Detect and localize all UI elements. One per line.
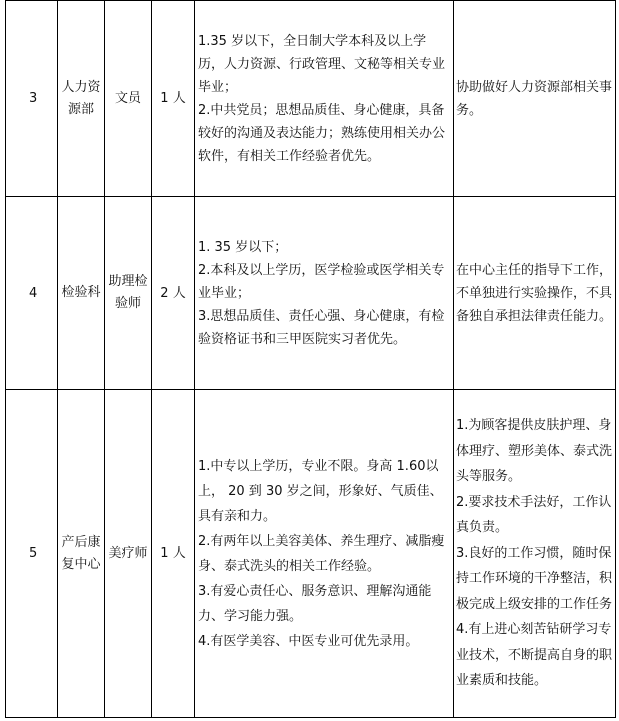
headcount-cell: 2 人 — [152, 197, 195, 390]
requirement-item: 1. 35 岁以下； — [198, 239, 288, 255]
position-cell — [105, 197, 152, 390]
department-line: 检验科 — [61, 285, 101, 300]
table-row — [6, 1, 616, 197]
requirement-item: 2.中共党员；思想品质佳、身心健康，具备较好的沟通及表达能力；熟练使用相关办公软件，有相关工作经验者优先。 — [198, 102, 446, 164]
requirement-item: 3.有爱心责任心、服务意识、理解沟通能力、学习能力强。 — [198, 583, 432, 624]
requirement-item: 2.有两年以上美容美体、养生理疗、减脂瘦身、泰式洗头的相关工作经验。 — [198, 533, 445, 574]
department-line: 人力资 — [61, 79, 101, 95]
requirement-item: 2.本科及以上学历，医学检验或医学相关专业毕业； — [198, 262, 445, 301]
position-cell — [105, 1, 152, 197]
department-line: 复中心 — [61, 556, 101, 572]
duty-item: 协助做好人力资源部相关事务。 — [456, 79, 613, 118]
recruitment-table — [5, 0, 616, 718]
duty-item: 3.良好的工作习惯，随时保持工作环境的干净整洁，积极完成上级安排的工作任务 — [456, 545, 613, 612]
table-row — [6, 390, 616, 718]
department-line: 源部 — [67, 101, 94, 117]
row-number: 3 — [6, 1, 58, 197]
row-number: 5 — [6, 390, 58, 718]
requirements-cell — [195, 390, 454, 718]
headcount-cell: 1 人 — [152, 1, 195, 197]
duty-item: 4.有上进心刻苦钻研学习专业技术，不断提高自身的职业素质和技能。 — [456, 622, 613, 689]
department-cell — [58, 1, 105, 197]
duties-cell — [454, 1, 616, 197]
position-cell — [105, 390, 152, 718]
requirement-item: 1.35 岁以下，全日制大学本科及以上学历，人力资源、行政管理、文秘等相关专业毕业； — [198, 33, 446, 95]
requirement-item: 3.思想品质佳、责任心强、身心健康，有检验资格证书和三甲医院实习者优先。 — [198, 308, 445, 347]
duties-cell — [454, 197, 616, 390]
requirements-cell — [195, 197, 454, 390]
duties-cell — [454, 390, 616, 718]
duty-item: 1.为顾客提供皮肤护理、身体理疗、塑形美体、泰式洗头等服务。 — [456, 418, 613, 485]
row-number: 4 — [6, 197, 58, 390]
requirement-item: 1.中专以上学历，专业不限。身高 1.60以上， 20 到 30 岁之间，形象好、气质佳、具有亲和力。 — [198, 458, 443, 524]
table-row — [6, 197, 616, 390]
requirement-item: 4.有医学美容、中医专业可优先录用。 — [198, 633, 419, 649]
position-line: 验师 — [114, 296, 141, 311]
position-line: 美疗师 — [108, 545, 148, 561]
position-line: 助理检 — [108, 274, 148, 289]
duty-item: 在中心主任的指导下工作，不单独进行实验操作，不具备独自承担法律责任能力。 — [456, 262, 613, 324]
department-cell — [58, 390, 105, 718]
department-line: 产后康 — [61, 534, 101, 550]
department-cell — [58, 197, 105, 390]
position-line: 文员 — [114, 90, 141, 106]
headcount-cell: 1 人 — [152, 390, 195, 718]
requirements-cell — [195, 1, 454, 197]
duty-item: 2.要求技术手法好，工作认真负责。 — [456, 494, 612, 536]
